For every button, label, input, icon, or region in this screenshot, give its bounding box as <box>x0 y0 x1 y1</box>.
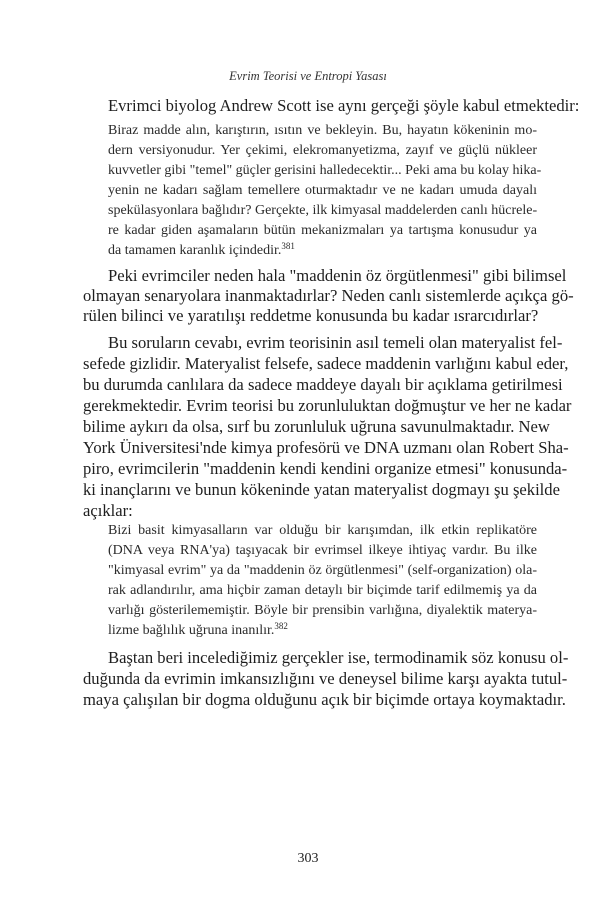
quote-line: (DNA veya RNA'ya) taşıyacak bir evrimsel ilkeye ihtiyaç vardır. Bu ilke <box>108 543 537 558</box>
text-line: duğunda da evrimin imkansızlığını ve deneysel bilime karşı ayakta tutul- <box>83 669 568 688</box>
text-line: maya çalışılan bir dogma olduğunu açık bir biçimde ortaya koymaktadır. <box>83 690 566 709</box>
quote-text: lizme bağlılık uğruna inanılır. <box>108 623 275 638</box>
quote-line: spekülasyonlara bağlıdır? Gerçekte, ilk kimyasal maddelerden canlı hücrele- <box>108 203 538 218</box>
text-line: Baştan beri incelediğimiz gerçekler ise, termodinamik söz konusu ol- <box>108 648 569 667</box>
text-line: açıklar: <box>83 501 133 520</box>
text-line: ki inançlarını ve bunun kökeninde yatan materyalist dogmayı şu şekilde <box>83 480 560 499</box>
text-line: piro, evrimcilerin "maddenin kendi kendini organize etmesi" konusunda- <box>83 459 568 478</box>
text-line: York Üniversitesi'nde kimya profesörü ve DNA uzmanı olan Robert Sha- <box>83 438 569 457</box>
footnote-ref-381[interactable]: 381 <box>281 241 295 251</box>
footnote-ref-382[interactable]: 382 <box>274 621 288 631</box>
quote-line: Bizi basit kimyasalların var olduğu bir karışımdan, ilk etkin replikatöre <box>108 523 537 538</box>
quote-line: kuvvetler gibi "temel" güçler gerisini halledecektir... Peki ama bu kolay hika- <box>108 163 542 178</box>
quote-line <box>108 242 537 260</box>
quote-line <box>108 622 537 640</box>
text-line: Bu soruların cevabı, evrim teorisinin asıl temeli olan materyalist fel- <box>108 333 563 352</box>
text-line: sefede gizlidir. Materyalist felsefe, sadece maddenin varlığını kabul eder, <box>83 354 569 373</box>
quote-line: "kimyasal evrim" ya da "maddenin öz örgütlenmesi" (self-organization) ola- <box>108 563 537 578</box>
text-line: Evrimci biyolog Andrew Scott ise aynı gerçeği şöyle kabul etmektedir: <box>108 96 580 115</box>
running-header: Evrim Teorisi ve Entropi Yasası <box>229 69 387 83</box>
quote-line: varlığı gösterilememiştir. Böyle bir prensibin varlığına, diyalektik materya- <box>108 603 537 618</box>
quote-line: re kadar giden aşamaların bütün mekanizmaları ya tartışma konusudur ya <box>108 223 537 238</box>
text-line: bu durumda canlılara da sadece maddeye dayalı bir açıklama getirilmesi <box>83 375 563 394</box>
quote-line: yenin ne kadarı sağlam temellere oturmaktadır ve ne kadarı umuda dayalı <box>108 183 537 198</box>
quote-line: rak adlandırılır, ama hiçbir zaman detaylı bir biçimde tarif edilmemiş ya da <box>108 583 537 598</box>
quote-line: dern versiyonudur. Yer çekimi, elekromanyetizma, zayıf ve güçlü nükleer <box>108 143 537 158</box>
page-number: 303 <box>297 851 319 866</box>
text-line: gerekmektedir. Evrim teorisi bu zorunluluktan doğmuştur ve her ne kadar <box>83 396 572 415</box>
text-line: Peki evrimciler neden hala "maddenin öz örgütlenmesi" gibi bilimsel <box>108 266 567 285</box>
text-line: bilime aykırı da olsa, sırf bu zorunluluk uğruna savunulmaktadır. New <box>83 417 550 436</box>
quote-text: da tamamen karanlık içindedir. <box>108 243 282 258</box>
text-line: olmayan senaryolara inanmaktadırlar? Neden canlı sistemlerde açıkça gö- <box>83 286 574 305</box>
quote-line: Biraz madde alın, karıştırın, ısıtın ve bekleyin. Bu, hayatın kökeninin mo- <box>108 123 537 138</box>
text-line: rülen bilinci ve yaratılışı reddetme konusunda bu kadar ısrarcıdırlar? <box>83 306 539 325</box>
